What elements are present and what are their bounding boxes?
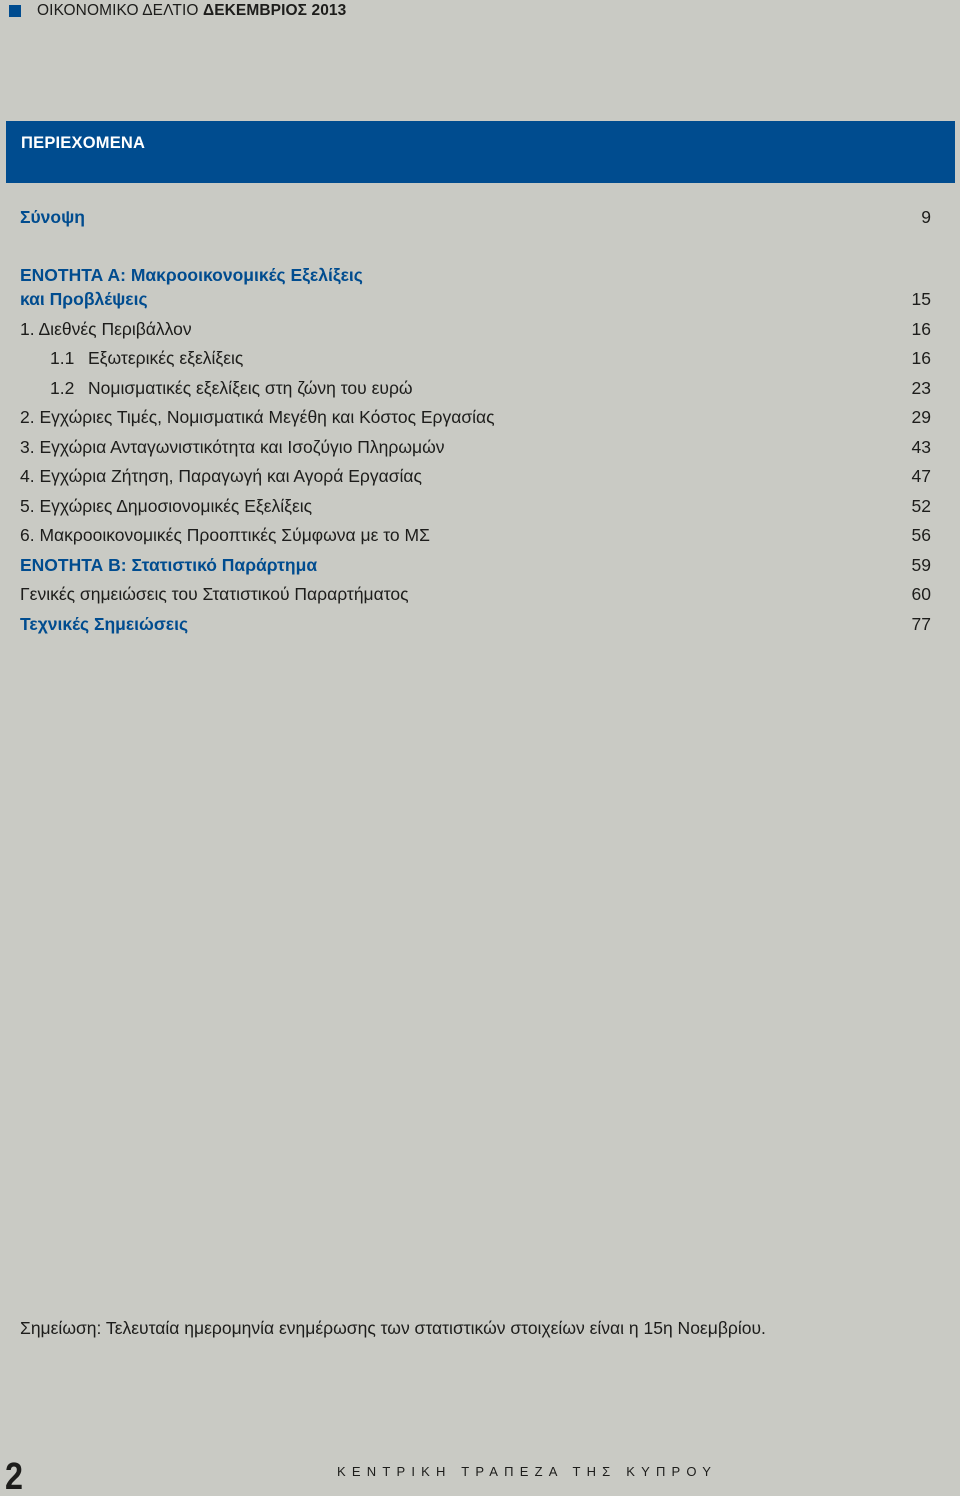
header-title-regular: ΟΙΚΟΝΟΜΙΚΟ ΔΕΛΤΙΟ <box>37 2 203 19</box>
toc-label: 1. Διεθνές Περιβάλλον <box>20 319 192 339</box>
toc-label: 3. Εγχώρια Ανταγωνιστικότητα και Ισοζύγιο Πληρωμών <box>20 437 445 457</box>
toc-label: 5. Εγχώριες Δημοσιονομικές Εξελίξεις <box>20 496 313 516</box>
toc-page-number: 52 <box>911 496 931 516</box>
toc-entry-domestic-prices[interactable] <box>20 404 931 430</box>
toc-page-number: 59 <box>911 555 931 575</box>
toc-sublabel: Νομισματικές εξελίξεις στη ζώνη του ευρώ <box>88 378 413 398</box>
toc-page-number: 77 <box>911 614 931 634</box>
toc-page-number: 56 <box>911 525 931 545</box>
toc-subnumber: 1.2 <box>50 378 75 398</box>
header-title <box>37 2 346 20</box>
toc-page-number: 16 <box>911 319 931 339</box>
update-note: Σημείωση: Τελευταία ημερομηνία ενημέρωσης των στατιστικών στοιχείων είναι η 15η Νοεμβρίου. <box>20 1318 766 1338</box>
toc-page-number: 60 <box>911 584 931 604</box>
toc-entry-domestic-demand[interactable] <box>20 463 931 489</box>
toc-entry-section-b[interactable] <box>20 552 931 578</box>
contents-banner <box>6 121 955 183</box>
running-header <box>9 0 346 22</box>
toc-entry-general-notes[interactable] <box>20 581 931 607</box>
toc-label: Τεχνικές Σημειώσεις <box>20 614 189 634</box>
toc-label <box>50 345 243 371</box>
toc-page-number: 15 <box>911 289 931 309</box>
toc-page-number: 16 <box>911 348 931 368</box>
toc-label: 4. Εγχώρια Ζήτηση, Παραγωγή και Αγορά Εργασίας <box>20 466 422 486</box>
toc-label: 2. Εγχώριες Τιμές, Νομισματικά Μεγέθη και Κόστος Εργασίας <box>20 407 495 427</box>
toc-entry-euro-monetary[interactable] <box>20 375 931 401</box>
toc-page-number: 23 <box>911 378 931 398</box>
toc-entry-macro-outlook[interactable] <box>20 522 931 548</box>
toc-entry-synopsis[interactable] <box>20 204 931 230</box>
toc-sublabel: Εξωτερικές εξελίξεις <box>88 348 244 368</box>
toc-label: ΕΝΟΤΗΤΑ Β: Στατιστικό Παράρτημα <box>20 555 318 575</box>
toc-entry-fiscal[interactable] <box>20 493 931 519</box>
toc-label: Σύνοψη <box>20 207 85 227</box>
toc-label <box>50 375 413 401</box>
section-a-title-line1: ΕΝΟΤΗΤΑ Α: Μακροοικονομικές Εξελίξεις <box>20 265 363 285</box>
header-title-bold: ΔΕΚΕΜΒΡΙΟΣ 2013 <box>202 2 347 19</box>
bank-name-footer: ΚΕΝΤΡΙΚΗ ΤΡΑΠΕΖΑ ΤΗΣ ΚΥΠΡΟΥ <box>337 1464 718 1479</box>
toc-entry-competitiveness[interactable] <box>20 434 931 460</box>
toc-page-number: 9 <box>921 207 931 227</box>
section-a-title-line2: και Προβλέψεις <box>20 289 148 309</box>
toc-page-number: 29 <box>911 407 931 427</box>
toc-label: 6. Μακροοικονομικές Προοπτικές Σύμφωνα με το ΜΣ <box>20 525 430 545</box>
toc-page-number: 43 <box>911 437 931 457</box>
toc-entry-international-environment[interactable] <box>20 316 931 342</box>
square-bullet-icon <box>9 5 21 17</box>
page-number: 2 <box>5 1456 23 1496</box>
toc-entry-external-developments[interactable] <box>20 345 931 371</box>
contents-title: ΠΕΡΙΕΧΟΜΕΝΑ <box>21 134 146 152</box>
toc-subnumber: 1.1 <box>50 348 75 368</box>
toc-page-number: 47 <box>911 466 931 486</box>
section-a-page-row <box>20 286 931 312</box>
toc-entry-technical-notes[interactable] <box>20 611 931 637</box>
toc-label: Γενικές σημειώσεις του Στατιστικού Παραρτήματος <box>20 584 409 604</box>
